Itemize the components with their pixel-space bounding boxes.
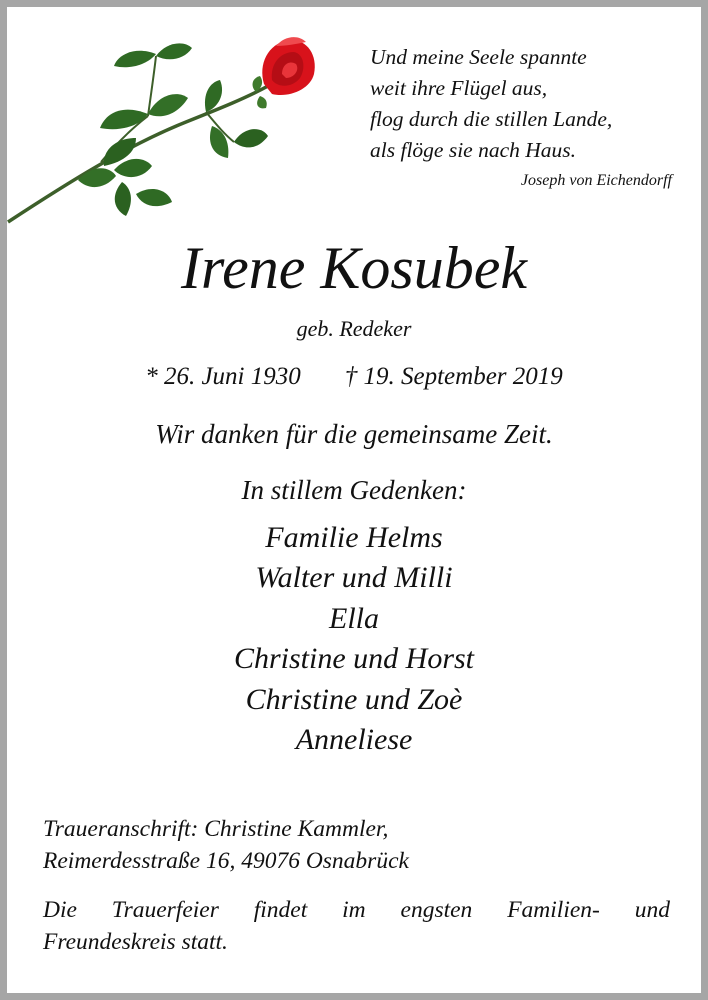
mourner-item: Ella [329,601,379,635]
mourner-item: Anneliese [295,723,413,757]
poem-line: flog durch die stillen Lande, [370,107,613,131]
mourner-item: Christine und Horst [233,642,475,676]
ceremony-line: Freundeskreis statt. [43,929,228,955]
maiden-name: geb. Redeker [296,316,412,341]
thanks-text: Wir danken für die gemeinsame Zeit. [155,419,553,449]
life-dates [0,360,708,394]
mourner-item: Christine und Zoè [245,682,463,716]
mourner-item: Walter und Milli [255,561,453,595]
poem-author: Joseph von Eichendorff [520,172,672,189]
birth-date: * 26. Juni 1930 [145,363,301,390]
ceremony-line: Die Trauerfeier findet im engsten Familien- und [43,897,670,923]
memory-heading: In stillem Gedenken: [241,475,467,505]
mourner-item: Familie Helms [265,521,443,554]
address-line: Traueranschrift: Christine Kammler, [43,816,389,842]
address-line: Reimerdesstraße 16, 49076 Osnabrück [43,848,409,874]
poem-line: weit ihre Flügel aus, [370,76,548,100]
ceremony-note [43,894,670,958]
rose-icon [6,34,326,229]
death-date: † 19. September 2019 [344,363,563,390]
poem-line: als flöge sie nach Haus. [370,138,577,162]
deceased-name: Irene Kosubek [181,235,527,301]
poem-line: Und meine Seele spannte [370,45,587,69]
mourners-list [0,518,708,760]
poem [370,42,690,166]
mourning-address [43,813,409,877]
